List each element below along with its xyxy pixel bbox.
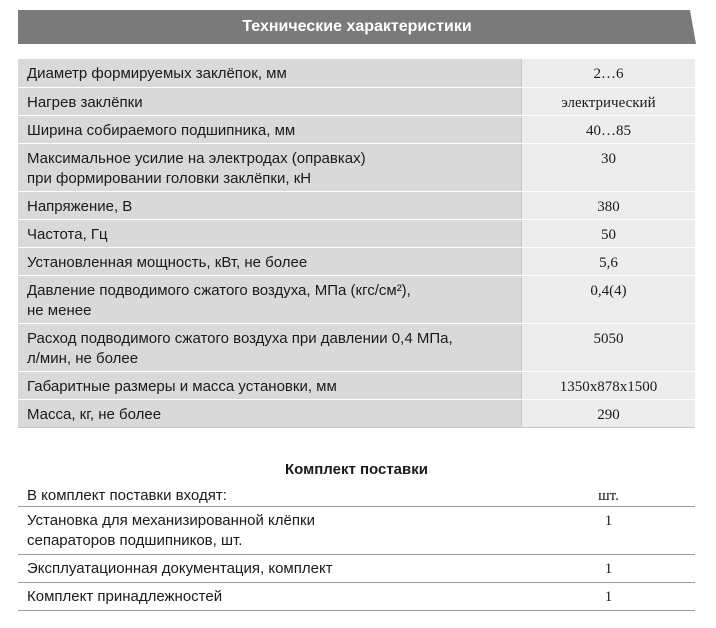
kit-value: 1 [604, 589, 613, 605]
spec-row [18, 248, 695, 276]
spec-value: 40…85 [522, 116, 695, 143]
spec-label: Нагрев заклёпки [18, 88, 522, 115]
spec-row [18, 276, 695, 324]
spec-value: 2…6 [522, 59, 695, 87]
spec-label: Диаметр формируемых заклёпок, мм [18, 59, 522, 87]
kit-title: Комплект поставки [285, 461, 428, 478]
kit-row [18, 583, 695, 611]
spec-label: Напряжение, В [18, 192, 522, 219]
spec-value: 50 [522, 220, 695, 247]
spec-label: Давление подводимого сжатого воздуха, МПа (кгс/см²), не менее [18, 276, 522, 323]
section-title: Технические характеристики [242, 18, 472, 35]
spec-label: Масса, кг, не более [18, 400, 522, 427]
spec-label: Расход подводимого сжатого воздуха при давлении 0,4 МПа, л/мин, не более [18, 324, 522, 371]
spec-row [18, 324, 695, 372]
kit-row [18, 507, 695, 555]
kit-value: 1 [604, 561, 613, 577]
spec-row [18, 59, 695, 88]
spec-value: 380 [522, 192, 695, 219]
spec-value: 1350х878х1500 [522, 372, 695, 399]
spec-row [18, 220, 695, 248]
specs-table [18, 59, 695, 428]
spec-value: 290 [522, 400, 695, 427]
spec-row [18, 400, 695, 428]
kit-value: 1 [604, 513, 613, 529]
spec-row [18, 144, 695, 192]
kit-label: Эксплуатационная документация, комплект [27, 560, 333, 577]
spec-value: 30 [522, 144, 695, 191]
spec-value: 5050 [522, 324, 695, 371]
spec-value: 0,4(4) [522, 276, 695, 323]
kit-value: шт. [598, 488, 619, 504]
spec-label: Частота, Гц [18, 220, 522, 247]
kit-label: Комплект принадлежностей [27, 588, 223, 605]
kit-row [18, 482, 695, 507]
kit-row [18, 555, 695, 583]
spec-row [18, 372, 695, 400]
spec-value: электрический [522, 88, 695, 115]
spec-row [18, 192, 695, 220]
kit-label: Установка для механизированной клёпки сепараторов подшипников, шт. [27, 512, 315, 549]
section-header [18, 10, 696, 44]
spec-label: Ширина собираемого подшипника, мм [18, 116, 522, 143]
spec-label: Максимальное усилие на электродах (оправках) при формировании головки заклёпки, кН [18, 144, 522, 191]
kit-table [18, 482, 695, 611]
spec-value: 5,6 [522, 248, 695, 275]
spec-label: Габаритные размеры и масса установки, мм [18, 372, 522, 399]
kit-label: В комплект поставки входят: [27, 487, 227, 504]
spec-label: Установленная мощность, кВт, не более [18, 248, 522, 275]
spec-row [18, 116, 695, 144]
spec-row [18, 88, 695, 116]
